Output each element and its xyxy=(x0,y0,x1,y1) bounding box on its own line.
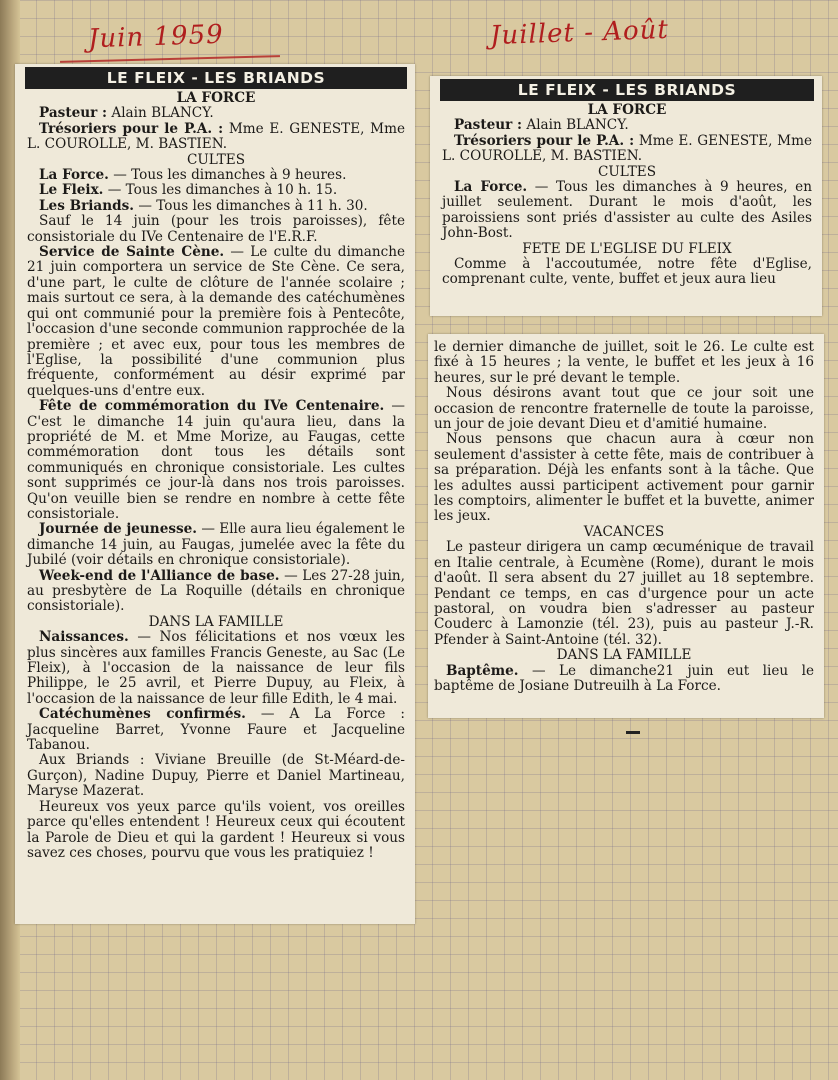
cultes-heading: CULTES xyxy=(186,151,246,168)
bapteme-label: Baptême. xyxy=(446,662,519,679)
lefleix-text: — Tous les dimanches à 10 h. 15. xyxy=(107,182,338,199)
lefleix-label: Le Fleix. xyxy=(39,182,104,199)
sauf-paragraph: Sauf le 14 juin (pour les trois paroisses), fête consistoriale du IVe Centenaire de l'E.R.F. xyxy=(27,213,405,245)
pasteur-label: Pasteur : xyxy=(454,117,523,134)
desirons-paragraph: Nous désirons avant tout que ce jour soit une occasion de rencontre fraternelle de toute la paroisse, un jour de joie devant Dieu et d'amitié humaine. xyxy=(434,385,814,433)
vacances-paragraph: Le pasteur dirigera un camp œcuménique de travail en Italie centrale, à Ecumène (Rome), durant le mois d'août. Il sera absent du 27 juillet au 18 septembre. Pendant ce temps, en cas d'urgence pour un acte pastoral, on voudra bien s'adresser au pasteur Couderc à Lamonzie (tél. 23), puis au pasteur J.-R. Pfender à Saint-Antoine (tél. 32). xyxy=(434,539,814,648)
pasteur-label: Pasteur : xyxy=(39,105,108,122)
briands-text: — Tous les dimanches à 11 h. 30. xyxy=(138,197,368,214)
clipping-july-bottom xyxy=(428,334,824,718)
laforce-text: — Tous les dimanches à 9 heures. xyxy=(113,167,347,184)
tresoriers-text: Mme E. GENESTE, Mme L. COUROLLE, M. BASTIEN. xyxy=(27,120,406,153)
fete-paragraph: Comme à l'accoutumée, notre fête d'Eglise, comprenant culte, vente, buffet et jeux aura lieu xyxy=(442,256,812,288)
tresoriers-label: Trésoriers pour le P.A. : xyxy=(454,132,635,149)
fete-heading: FETE DE L'EGLISE DU FLEIX xyxy=(522,240,732,257)
pasteur-text: Alain BLANCY. xyxy=(111,105,214,122)
fete-text: — C'est le dimanche 14 juin qu'aura lieu, dans la propriété de M. et Mme Morize, au Faugas, cette commémoration dont tous les détails sont communiqués en chronique consistoriale. Les cultes sont supprimés ce jour-là dans nos trois paroisses. Qu'on veuille bien se rendre en nombre à cette fête consistoriale. xyxy=(27,398,406,522)
tresoriers-text: Mme E. GENESTE, Mme L. COUROLLE, M. BASTIEN. xyxy=(442,132,813,165)
clipping-banner: LE FLEIX - LES BRIANDS xyxy=(440,79,814,101)
section-title: LA FORCE xyxy=(587,102,667,118)
cultes-heading: CULTES xyxy=(597,163,657,180)
laforce-label: La Force. xyxy=(454,179,528,196)
clipping-june xyxy=(15,64,415,924)
bapteme-text: — Le dimanche21 juin eut lieu le baptême de Josiane Dutreuilh à La Force. xyxy=(434,662,814,694)
naissances-text: — Nos félicitations et nos vœux les plus sincères aux familles Francis Geneste, au Sac (Le Fleix), à l'occasion de la naissance de leur fils Philippe, le 25 avril, et Pierre Dupuy, au Fleix, à l'occasion de la naissance de leur fille Edith, le 4 mai. xyxy=(27,629,405,707)
weekend-text: — Les 27-28 juin, au presbytère de La Roquille (détails en chronique consistoriale). xyxy=(27,567,405,615)
handwritten-underline xyxy=(60,55,280,63)
heureux-paragraph: Heureux vos yeux parce qu'ils voient, vos oreilles parce qu'elles entendent ! Heureux ceux qui écoutent la Parole de Dieu et qui la gardent ! Heureux si vous savez ces choses, pourvu que vous les pratiquiez ! xyxy=(27,798,405,861)
fete-label: Fête de commémoration du IVe Centenaire. xyxy=(39,398,385,415)
briands-label: Les Briands. xyxy=(39,197,134,214)
handwritten-date-july-august: Juillet - Août xyxy=(489,14,670,52)
famille-heading: DANS LA FAMILLE xyxy=(556,647,692,664)
laforce-label: La Force. xyxy=(39,167,109,184)
weekend-label: Week-end de l'Alliance de base. xyxy=(39,567,280,584)
section-title: LA FORCE xyxy=(176,90,256,106)
pensons-paragraph: Nous pensons que chacun aura à cœur non seulement d'assister à cette fête, mais de contribuer à sa préparation. Déjà les enfants sont à la tâche. Que les adultes aussi participent activement pour garnir les comptoirs, alimenter le buffet et la buvette, animer les jeux. xyxy=(434,431,814,525)
tresoriers-label: Trésoriers pour le P.A. : xyxy=(39,120,224,137)
briands-confirmed-paragraph: Aux Briands : Viviane Breuille (de St-Méard-de-Gurçon), Nadine Dupuy, Pierre et Daniel Martineau, Maryse Mazerat. xyxy=(27,752,405,800)
clipping-july-top xyxy=(430,76,822,316)
clipping-banner: LE FLEIX - LES BRIANDS xyxy=(25,67,407,89)
ink-mark xyxy=(626,731,640,734)
famille-heading: DANS LA FAMILLE xyxy=(148,613,284,630)
continuation-paragraph: le dernier dimanche de juillet, soit le 26. Le culte est fixé à 15 heures ; la vente, le buffet et les jeux à 16 heures, sur le pré devant le temple. xyxy=(434,339,814,386)
naissances-label: Naissances. xyxy=(39,629,129,646)
catech-label: Catéchumènes confirmés. xyxy=(39,706,246,723)
catech-text: — A La Force : Jacqueline Barret, Yvonne Faure et Jacqueline Tabanou. xyxy=(27,706,405,754)
cene-label: Service de Sainte Cène. xyxy=(39,244,225,261)
pasteur-text: Alain BLANCY. xyxy=(526,117,629,134)
handwritten-date-june: Juin 1959 xyxy=(87,19,225,55)
jeunesse-text: — Elle aura lieu également le dimanche 14 juin, au Faugas, jumelée avec la fête du Jubilé (voir détails en chronique consistoriale). xyxy=(27,521,405,569)
jeunesse-label: Journée de jeunesse. xyxy=(39,521,198,538)
cene-text: — Le culte du dimanche 21 juin comportera un service de Ste Cène. Ce sera, d'une part, le culte de clôture de l'année scolaire ; mais surtout ce sera, à la demande des catéchumènes qui ont communié pour la première fois à Pentecôte, l'occasion d'une seconde communion rapprochée de la première ; et avec eux, pour tous les membres de l'Eglise, la possibilité d'une communion plus fréquente, conformément au désir exprimé par quelques-uns d'entre eux. xyxy=(27,244,405,399)
vacances-heading: VACANCES xyxy=(583,523,665,540)
laforce-text: — Tous les dimanches à 9 heures, en juillet seulement. Durant le mois d'août, les paroissiens sont priés d'assister au culte des Asiles John-Bost. xyxy=(442,179,812,242)
